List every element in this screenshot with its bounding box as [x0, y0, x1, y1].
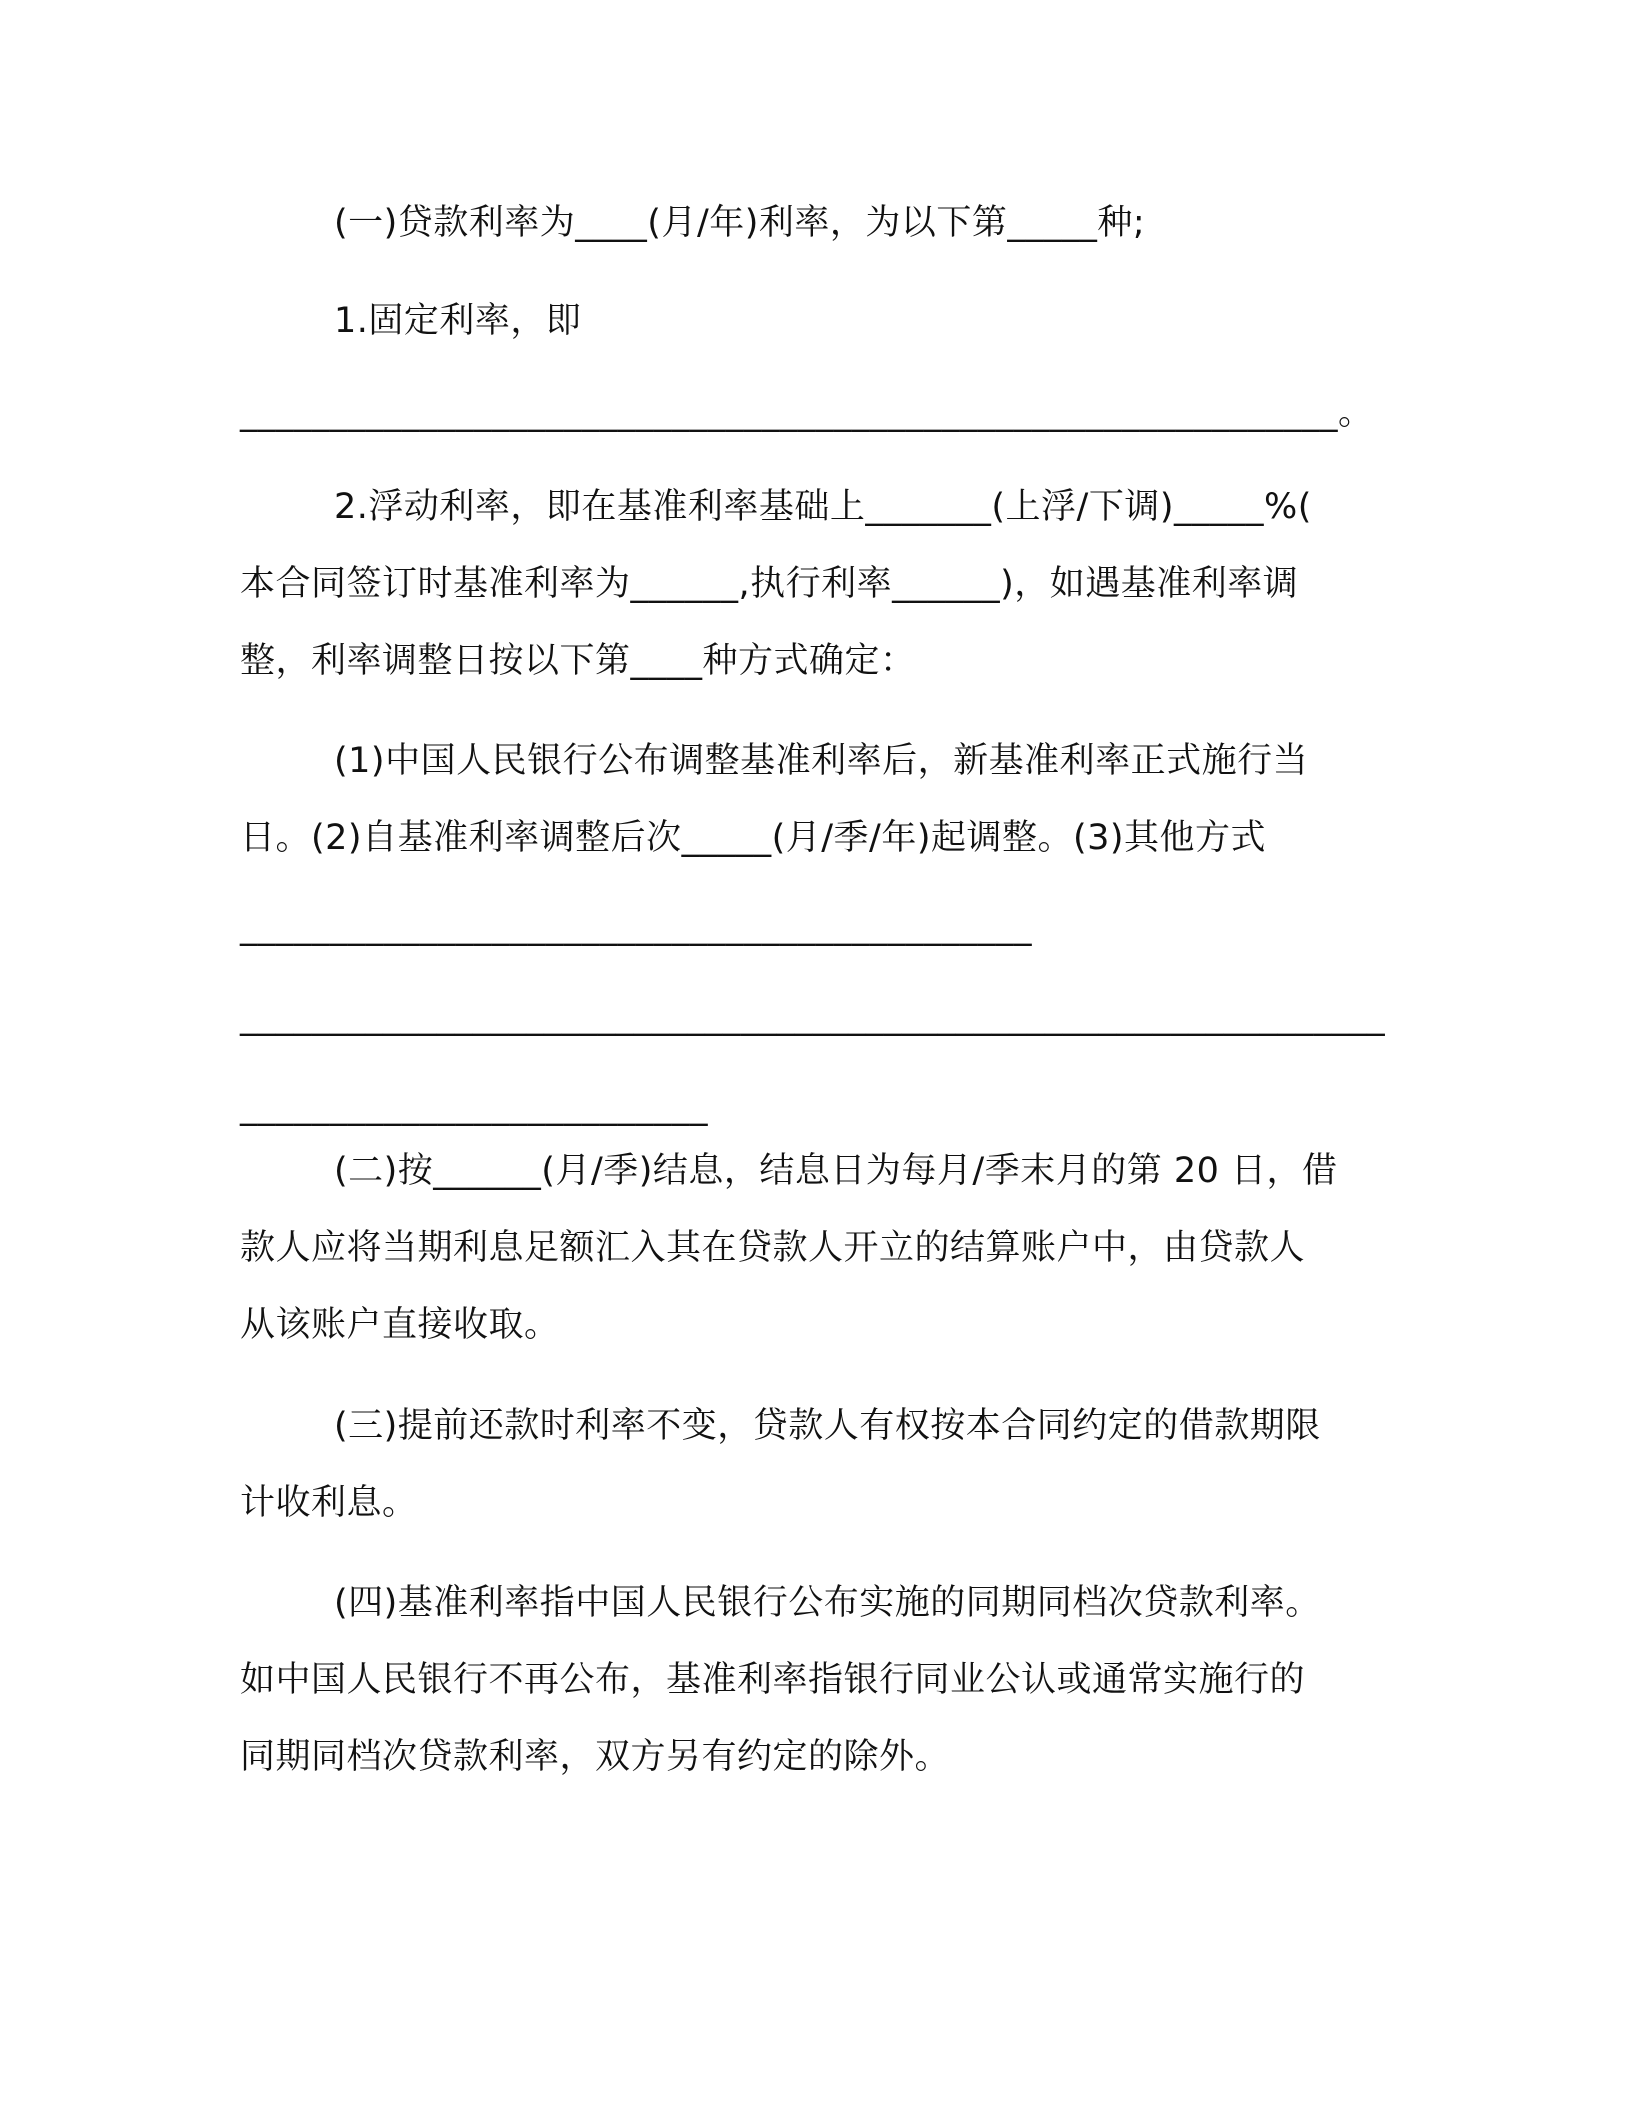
clause-1-interest-rate: (一)贷款利率为____(月/年)利率，为以下第_____种; — [334, 203, 1146, 243]
clause-2-line-2: 款人应将当期利息足额汇入其在贷款人开立的结算账户中，由贷款人 — [240, 1228, 1306, 1268]
other-method-blank-1: ____________________________________________ — [240, 907, 1032, 947]
clause-2-settlement: (二)按______(月/季)结息，结息日为每月/季末月的第 20 日，借 — [334, 1151, 1338, 1191]
adjustment-option-2-3: 日。(2)自基准利率调整后次_____(月/季/年)起调整。(3)其他方式 — [240, 818, 1267, 858]
floating-rate-line-2: 本合同签订时基准利率为______,执行利率______)，如遇基准利率调 — [240, 564, 1299, 604]
fixed-rate-item: 1.固定利率，即 — [334, 301, 582, 341]
other-method-blank-3: __________________________ — [240, 1087, 708, 1127]
clause-2-line-3: 从该账户直接收取。 — [240, 1305, 560, 1345]
floating-rate-item: 2.浮动利率，即在基准利率基础上_______(上浮/下调)_____%( — [334, 487, 1312, 527]
fixed-rate-blank-line: _____________________________________________________________。 — [240, 393, 1374, 433]
clause-3-prepayment: (三)提前还款时利率不变，贷款人有权按本合同约定的借款期限 — [334, 1406, 1321, 1446]
other-method-blank-2: ________________________________________________________________ — [240, 997, 1385, 1037]
clause-3-line-2: 计收利息。 — [240, 1483, 418, 1523]
clause-4-benchmark: (四)基准利率指中国人民银行公布实施的同期同档次贷款利率。 — [334, 1583, 1321, 1623]
adjustment-option-1: (1)中国人民银行公布调整基准利率后，新基准利率正式施行当 — [334, 741, 1309, 781]
floating-rate-line-3: 整，利率调整日按以下第____种方式确定： — [240, 641, 916, 681]
clause-4-line-3: 同期同档次贷款利率，双方另有约定的除外。 — [240, 1737, 951, 1777]
clause-4-line-2: 如中国人民银行不再公布，基准利率指银行同业公认或通常实施行的 — [240, 1660, 1306, 1700]
